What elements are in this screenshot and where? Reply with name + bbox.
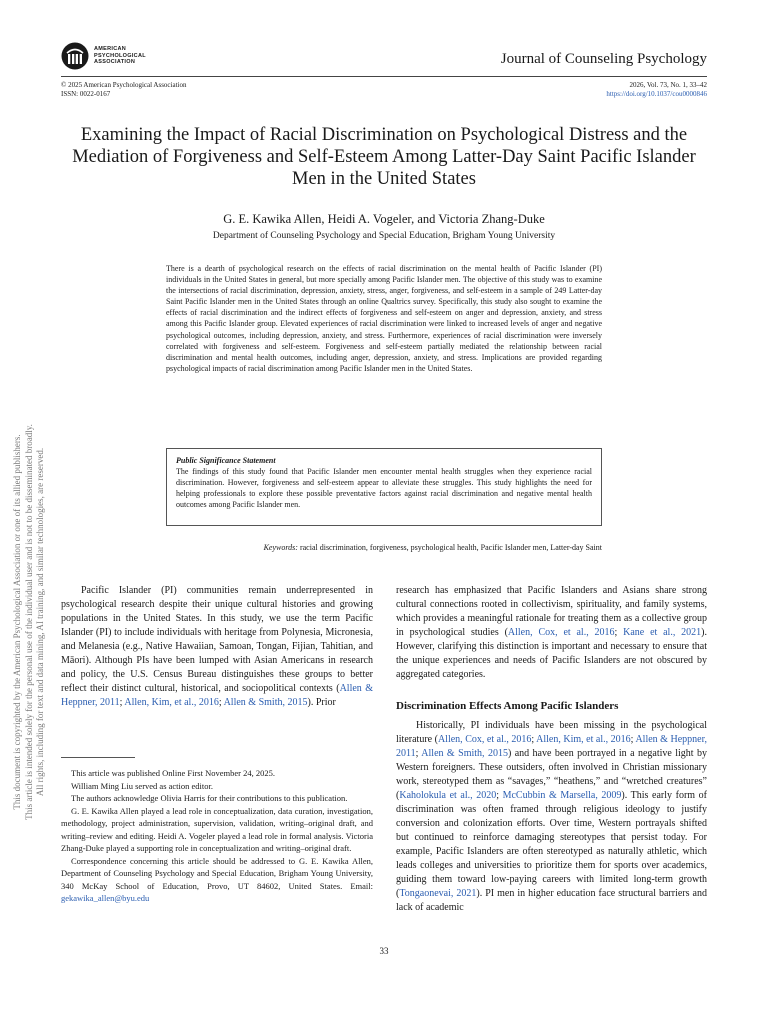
section-heading: Discrimination Effects Among Pacific Islanders — [396, 700, 619, 712]
sidebar-line: All rights, including for text and data mining, AI training, and similar technologies, are reserved. — [35, 447, 46, 797]
citation-link[interactable]: Tongaonevai, 2021 — [399, 888, 477, 899]
citation-link[interactable]: Kaholokula et al., 2020 — [399, 790, 497, 801]
citation-line: 2026, Vol. 73, No. 1, 33–42 — [629, 81, 707, 89]
issn-line: ISSN: 0022-0167 — [61, 89, 111, 98]
footnotes — [61, 767, 373, 905]
public-significance-box — [166, 448, 602, 526]
keywords-list: racial discrimination, forgiveness, psychological health, Pacific Islander men, Latter-day Saint — [299, 543, 602, 552]
email-link[interactable]: gekawika_allen@byu.edu — [61, 893, 150, 903]
body-text: ; — [218, 697, 224, 708]
keywords — [166, 543, 602, 552]
apa-logo-icon — [61, 42, 89, 70]
citation-link[interactable]: Allen, Cox, et al., 2016 — [507, 627, 615, 638]
citation-link[interactable]: Kane et al., 2021 — [623, 627, 702, 638]
sidebar-line: This document is copyrighted by the American Psychological Association or one of its allied publishers. — [12, 434, 22, 810]
body-text: ) and have been portrayed in a negative light by Western foreigners. These outsiders, often involved in Christian missionary work, stereotyped them as “savages,” “heathens,” and “wretched creatures” ( — [396, 748, 707, 801]
body-text: ; — [531, 734, 537, 745]
apa-logo — [61, 42, 236, 70]
citation-link[interactable]: Allen & Smith, 2015 — [223, 697, 308, 708]
body-text: ; — [415, 748, 422, 759]
body-text: ). PI men in higher education face structural barriers and lack of academic — [396, 888, 707, 913]
body-text: ; — [630, 734, 636, 745]
publication-meta-left — [61, 81, 186, 98]
correspondence-text: Correspondence concerning this article should be addressed to G. E. Kawika Allen, Department of Counseling Psychology and Special Education, Brigham Young University, 340 McKay School of Education, Provo, UT 84602, United States. Email: — [61, 855, 373, 891]
intro-paragraph — [61, 584, 373, 710]
body-text: research has emphasized that Pacific Islanders and Asians share strong cultural connections rooted in collectivism, spirituality, and family systems, which provides a meaningful rationale for treating them as a collective group in psychological studies ( — [396, 585, 707, 638]
footnote-divider — [61, 757, 135, 758]
header-rule — [61, 76, 707, 77]
footnote-published: This article was published Online First November 24, 2025. — [71, 768, 275, 778]
doi-link[interactable]: https://doi.org/10.1037/cou0000846 — [606, 89, 707, 98]
citation-link[interactable]: Allen & Heppner, 2011 — [396, 734, 708, 759]
journal-name: Journal of Counseling Psychology — [500, 51, 707, 67]
abstract: There is a dearth of psychological research on the effects of racial discrimination on the mental health of Pacific Islander (PI) individuals in the United States in general, but more specially among Pacific Islander men. The objective of this study was to examine the intersections of racial discrimination, depression, anxiety, stress, anger, forgiveness, and self-esteem in a sample of 249 Latter-day Saint Pacific Islander men in the United States through an online Qualtrics survey. Specifically, this study also sought to examine the effects of racial discrimination and the indirect effects of forgiveness and self-esteem on anger and depression, anxiety, and stress among this Pacific Islander group. Elevated experiences of racial discrimination were linked to increased levels of anger and negative psychological outcomes, including depression, anxiety, and stress. Furthermore, experiences of racial discrimination were inversely correlated with forgiveness and self-esteem. Forgiveness and self-esteem partially mediated the relationship between racial discrimination and mental health outcomes, including anger, depression, anxiety, and stress. Implications are provided regarding psychological impacts of racial discrimination among Pacific Islander men in the United States. — [166, 264, 602, 373]
author-list: G. E. Kawika Allen, Heidi A. Vogeler, and Victoria Zhang-Duke — [223, 212, 545, 226]
page-number: 33 — [379, 946, 389, 956]
footnote-contributions: G. E. Kawika Allen played a lead role in conceptualization, data curation, investigation, methodology, project administration, supervision, validation, writing–original draft, and writing–review and editing. Heidi A. Vogeler played a lead role in formal analysis. Victoria Zhang-Duke played a supporting role in conceptualization and writing–original draft. — [61, 805, 373, 853]
apa-logo-text: AMERICAN PSYCHOLOGICAL ASSOCIATION — [94, 46, 146, 66]
copyright-line: © 2025 American Psychological Association — [61, 81, 187, 89]
keywords-label: Keywords: — [263, 543, 298, 552]
citation-link[interactable]: Allen & Smith, 2015 — [421, 748, 508, 759]
body-text: ; — [614, 627, 624, 638]
discrimination-paragraph — [396, 719, 707, 915]
footnote-acknowledgment: The authors acknowledge Olivia Harris for their contributions to this publication. — [71, 793, 348, 803]
public-significance-heading: Public Significance Statement — [176, 456, 276, 465]
body-text: ; — [496, 790, 503, 801]
footnote-correspondence — [61, 855, 373, 905]
sidebar-line: This article is intended solely for the personal use of the individual user and is not to be disseminated broadly. — [23, 424, 34, 820]
citation-link[interactable]: Allen, Cox, et al., 2016 — [437, 734, 532, 745]
body-text: Pacific Islander (PI) communities remain underrepresented in psychological research despite their unique cultural histories and growing populations in the United States. In this study, we use the term Pacific Islander (PI) to include individuals with heritage from Polynesia, Micronesia, and Melanesia (e.g., Native Hawaiian, Samoan, Tongan, Fijian, Tahitian, and Māori). Although PIs have been lumped with Asian Americans in research and policy, the U.S. Census Bureau distinguishes these groups to better reflect their distinct cultural, historical, and sociopolitical contexts ( — [61, 585, 373, 694]
citation-link[interactable]: Allen, Kim, et al., 2016 — [124, 697, 219, 708]
body-text: Historically, PI individuals have been missing in the psychological literature ( — [396, 720, 707, 745]
footnote-editor: William Ming Liu served as action editor. — [71, 780, 214, 791]
intro-paragraph-continued — [396, 584, 707, 682]
citation-link[interactable]: Allen, Kim, et al., 2016 — [536, 734, 631, 745]
citation-link[interactable]: McCubbin & Marsella, 2009 — [502, 790, 622, 801]
citation-link[interactable]: Allen & Heppner, 2011 — [61, 683, 373, 708]
affiliation: Department of Counseling Psychology and Special Education, Brigham Young University — [212, 231, 556, 241]
public-significance-text: The findings of this study found that Pacific Islander men encounter mental health struggles when they experience racial discrimination. However, forgiveness and self-esteem appear to alleviate these struggles. This study highlights the need for helping professionals to explore these possible preventative factors against racial discrimination and negative mental health outcomes among Pacific Islander men. — [176, 467, 592, 510]
copyright-sidebar — [12, 252, 47, 992]
body-text: ). Prior — [307, 697, 336, 708]
body-text: ). However, clarifying this distinction is important and necessary to ensure that the unique experiences and needs of Pacific Islanders are not obscured by aggregated categories. — [396, 627, 707, 680]
body-text: ; — [119, 697, 125, 708]
publication-meta-right — [606, 81, 707, 98]
body-text: ). This early form of discrimination was often framed through religious ideology to justify conversion and colonization efforts. Over time, Western portrayals shifted but continued to reinforce damaging stereotypes that persist today. For example, Pacific Islanders are often stereotyped as naturally athletic, which leads colleges and universities to prioritize them for sports over academics, guiding them toward low-paying careers with limited long-term growth ( — [396, 790, 707, 899]
article-title: Examining the Impact of Racial Discrimination on Psychological Distress and the Mediation of Forgiveness and Self-Esteem Among Latter-Day Saint Pacific Islander Men in the United States — [72, 125, 696, 189]
